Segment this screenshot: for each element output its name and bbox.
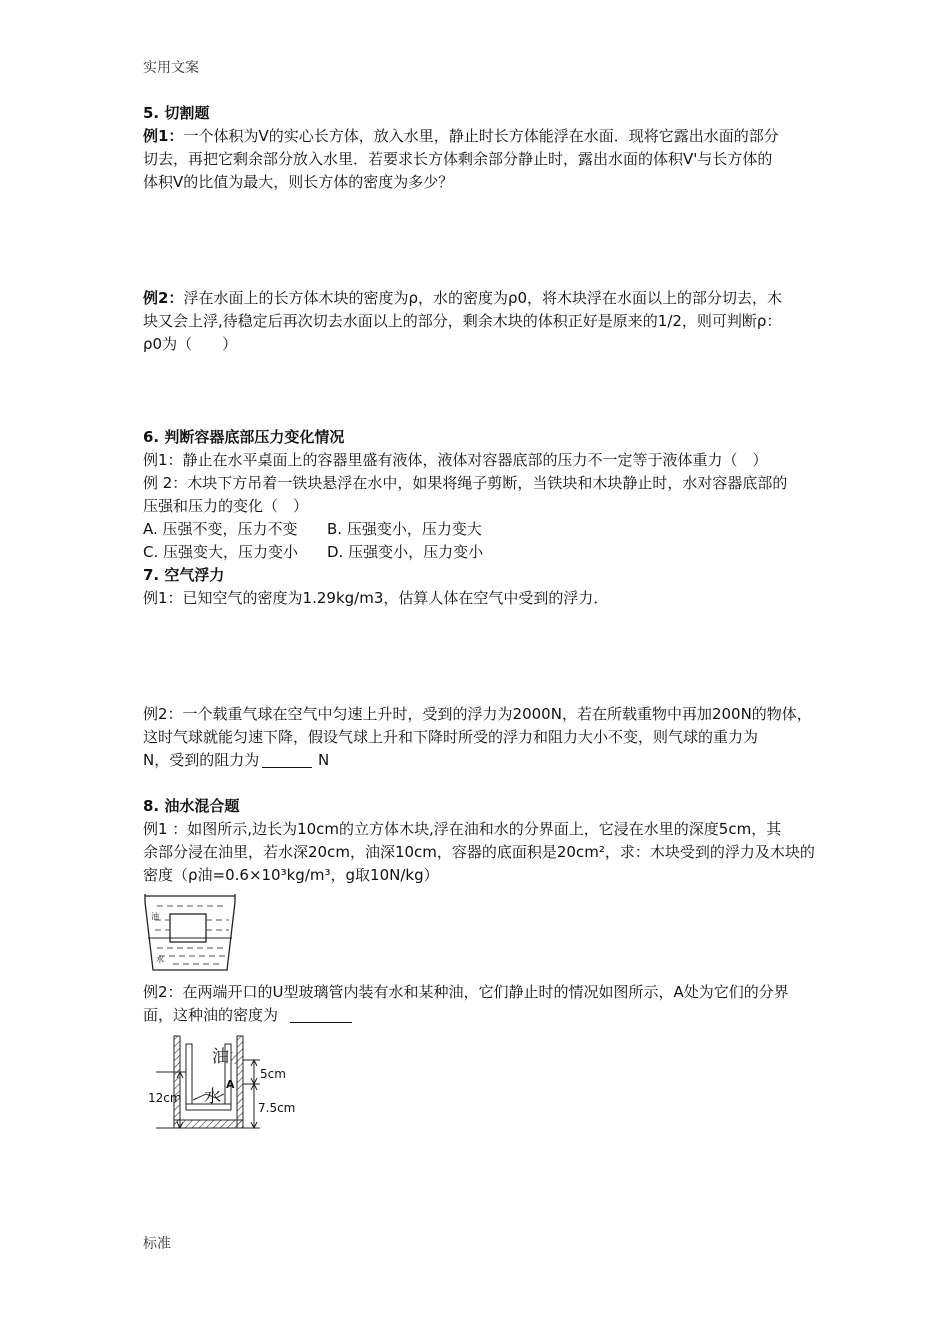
fig2-interface-label: A (226, 1078, 235, 1091)
s7-example2-line1: 例2：一个载重气球在空气中匀速上升时，受到的浮力为2000N，若在所载重物中再加200N的物体， (143, 705, 812, 723)
s8-example1-line3: 密度（ρ油=0.6×10³kg/m³，g取10N/kg） (143, 866, 439, 884)
s6-option-a: A. 压强不变，压力不变 (143, 520, 298, 538)
section-5-title: 5. 切割题 (143, 104, 210, 122)
oil-water-container-figure (143, 892, 239, 972)
s8-example2-line2: 面，这种油的密度为 (143, 1006, 279, 1024)
s6-example2-line1: 例 2：木块下方吊着一铁块悬浮在水中，如果将绳子剪断，当铁块和木块静止时，水对容器底部的 (143, 474, 788, 492)
s5-example2-line2: 块又会上浮,待稳定后再次切去水面以上的部分，剩余木块的体积正好是原来的1/2，则可判断ρ： (143, 312, 782, 330)
s7-example1: 例1：已知空气的密度为1.29kg/m3，估算人体在空气中受到的浮力． (143, 589, 609, 607)
s5-example2-label: 例2： (143, 289, 184, 307)
s8-example1-line2: 余部分浸在油里，若水深20cm，油深10cm，容器的底面积是20cm²，求：木块受到的浮力及木块的 (143, 843, 815, 861)
section-8-title: 8. 油水混合题 (143, 797, 240, 815)
s5-example1-line2: 切去，再把它剩余部分放入水里．若要求长方体剩余部分静止时，露出水面的体积V'与长方体的 (143, 150, 773, 168)
s5-example2-line1 (143, 288, 782, 308)
fig2-7-5cm-label: 7.5cm (258, 1101, 296, 1115)
s8-example1-line1: 例1 ：如图所示,边长为10cm的立方体木块,浮在油和水的分界面上，它浸在水里的深度5cm，其 (143, 820, 782, 838)
fig2-5cm-label: 5cm (260, 1067, 286, 1081)
page-footer: 标准 (143, 1236, 171, 1252)
s7-answer-blank (262, 767, 312, 768)
s7-example2-line3a: N，受到的阻力为 (143, 751, 260, 769)
s6-example1: 例1：静止在水平桌面上的容器里盛有液体，液体对容器底部的压力不一定等于液体重力（ ） (143, 451, 768, 469)
s7-example2-line2: 这时气球就能匀速下降，假设气球上升和下降时所受的浮力和阻力大小不变，则气球的重力为 (143, 728, 759, 746)
s7-example2-line3b: N (318, 751, 330, 769)
s6-option-c: C. 压强变大，压力变小 (143, 543, 299, 561)
s6-option-d: D. 压强变小，压力变小 (327, 543, 484, 561)
s5-example2-text1: 浮在水面上的长方体木块的密度为ρ，水的密度为ρ0，将木块浮在水面以上的部分切去，木 (183, 289, 783, 307)
fig1-water-label: 水 (156, 955, 164, 964)
fig2-water-label: 水 (204, 1087, 221, 1107)
u-tube-figure (146, 1032, 316, 1138)
s5-example1-text1: 一个体积为V的实心长方体，放入水里，静止时长方体能浮在水面．现将它露出水面的部分 (183, 127, 779, 145)
fig1-oil-label: 油 (151, 912, 159, 921)
section-7-title: 7. 空气浮力 (143, 566, 225, 584)
s8-example2-line1: 例2：在两端开口的U型玻璃管内装有水和某种油，它们静止时的情况如图所示，A处为它们的分界 (143, 983, 789, 1001)
page-header: 实用文案 (143, 60, 199, 76)
s5-example1-label: 例1： (143, 127, 184, 145)
s6-example2-line2: 压强和压力的变化（ ） (143, 497, 309, 515)
s8-answer-blank (290, 1022, 352, 1023)
s5-example1-line3: 体积V的比值为最大，则长方体的密度为多少？ (143, 173, 454, 191)
s5-example2-line3: ρ0为（ ） (143, 335, 238, 353)
fig2-12cm-label: 12cm (148, 1091, 182, 1105)
s5-example1-line1 (143, 126, 779, 146)
fig2-oil-label: 油 (212, 1047, 229, 1067)
section-6-title: 6. 判断容器底部压力变化情况 (143, 428, 345, 446)
s6-option-b: B. 压强变小，压力变大 (327, 520, 482, 538)
